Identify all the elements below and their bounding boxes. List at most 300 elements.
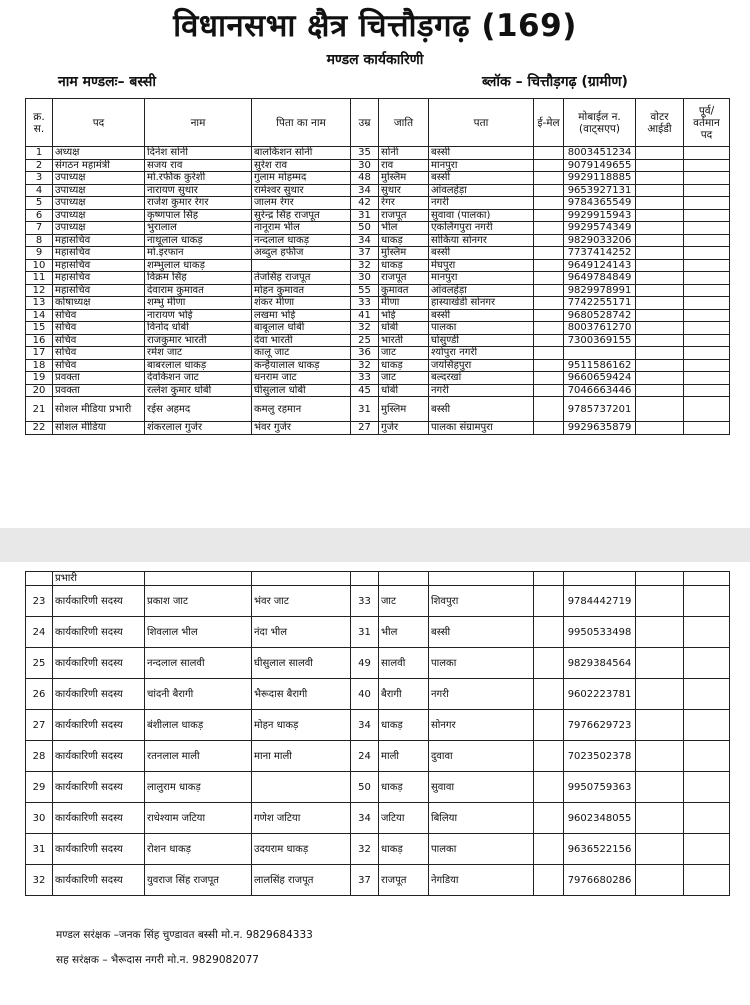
- cell-sno: 1: [26, 147, 53, 160]
- page-subtitle: मण्डल कार्यकारिणी: [326, 52, 424, 68]
- cell-email: [534, 247, 564, 260]
- cell-sno: 13: [26, 297, 53, 310]
- cell-prev-post: [684, 209, 730, 222]
- cell-sno: 23: [26, 586, 53, 617]
- cell-name: देवाराम कुमावत: [145, 284, 252, 297]
- cell-mobile: 7023502378: [564, 741, 636, 772]
- cell-email: [534, 586, 564, 617]
- header-caste: जाति: [379, 99, 429, 147]
- cell: [379, 572, 429, 586]
- cell-post: अध्यक्ष: [53, 147, 145, 160]
- cell-post: प्रवक्ता: [53, 372, 145, 385]
- cell-age: 55: [351, 284, 379, 297]
- cell-father-name: माना माली: [252, 741, 351, 772]
- cell-mobile: 9829033206: [564, 234, 636, 247]
- cell-mobile: 9929574349: [564, 222, 636, 235]
- cell-father-name: सुरेन्द्र सिंह राजपूत: [252, 209, 351, 222]
- cell-father-name: कमलु रहमान: [252, 397, 351, 422]
- cell-age: 33: [351, 586, 379, 617]
- cell: [534, 572, 564, 586]
- cell-post: कार्यकारिणी सदस्य: [53, 865, 145, 896]
- cell-email: [534, 159, 564, 172]
- table-row: [26, 334, 730, 347]
- cell-sno: 18: [26, 359, 53, 372]
- cell-voter-id: [636, 259, 684, 272]
- cell-name: शिवलाल भील: [145, 617, 252, 648]
- cell-post: सचिव: [53, 334, 145, 347]
- footer-co-patron: सह सरंक्षक – भैरूदास नगरी मो.न. 9829082077: [56, 954, 259, 966]
- cell-name: नाथूलाल धाकड़: [145, 234, 252, 247]
- cell-age: 50: [351, 772, 379, 803]
- cell-father-name: रामेश्वर सुथार: [252, 184, 351, 197]
- cell-address: मानपुरा: [429, 159, 534, 172]
- cell-sno: 3: [26, 172, 53, 185]
- cell-voter-id: [636, 297, 684, 310]
- cell-address: नगरी: [429, 197, 534, 210]
- cell-address: बस्सी: [429, 617, 534, 648]
- cell-sno: 12: [26, 284, 53, 297]
- cell-email: [534, 648, 564, 679]
- cell-father-name: देवा भारती: [252, 334, 351, 347]
- cell-post: उपाध्यक्ष: [53, 172, 145, 185]
- block-name: ब्लॉक – चित्तौड़गढ़ (ग्रामीण): [482, 74, 628, 90]
- cell-post: कार्यकारिणी सदस्य: [53, 772, 145, 803]
- cell-voter-id: [636, 679, 684, 710]
- cell-email: [534, 234, 564, 247]
- table-row: [26, 648, 730, 679]
- cell-prev-post: [684, 259, 730, 272]
- cell-prev-post: [684, 347, 730, 360]
- cell-email: [534, 803, 564, 834]
- cell-address: हास्याखेडी सोनगर: [429, 297, 534, 310]
- cell-prev-post: [684, 359, 730, 372]
- cell-caste: मुस्लिम: [379, 247, 429, 260]
- cell-age: 36: [351, 347, 379, 360]
- cell-father-name: नानूराम भील: [252, 222, 351, 235]
- cell-caste: राजपूत: [379, 209, 429, 222]
- header-mobile: मोबाईल न. (वाट्सएप): [564, 99, 636, 147]
- cell-email: [534, 297, 564, 310]
- cell-age: 30: [351, 159, 379, 172]
- cell-email: [534, 284, 564, 297]
- cell: [429, 572, 534, 586]
- cell-prev-post: [684, 222, 730, 235]
- cell-voter-id: [636, 197, 684, 210]
- cell-email: [534, 772, 564, 803]
- cell-age: 27: [351, 422, 379, 435]
- cell-father-name: उदयराम धाकड़: [252, 834, 351, 865]
- cell-post: कार्यकारिणी सदस्य: [53, 710, 145, 741]
- table-row: [26, 247, 730, 260]
- cell-caste: माली: [379, 741, 429, 772]
- table-row: [26, 159, 730, 172]
- header-voter-id: वोटर आईडी: [636, 99, 684, 147]
- cell-father-name: गुलाम मोहम्मद: [252, 172, 351, 185]
- cell-post: प्रवक्ता: [53, 384, 145, 397]
- cell-sno: 21: [26, 397, 53, 422]
- cell-voter-id: [636, 172, 684, 185]
- members-table-part1: [25, 98, 730, 435]
- cell-name: कृष्णपाल सिंह: [145, 209, 252, 222]
- cell-voter-id: [636, 347, 684, 360]
- cell-name: नारायण सुथार: [145, 184, 252, 197]
- cell-address: पालका: [429, 648, 534, 679]
- cell-name: भुरालाल: [145, 222, 252, 235]
- cell-post: कार्यकारिणी सदस्य: [53, 741, 145, 772]
- header-post: पद: [53, 99, 145, 147]
- table-row: [26, 184, 730, 197]
- cell-age: 37: [351, 247, 379, 260]
- cell-prev-post: [684, 284, 730, 297]
- table-row: [26, 741, 730, 772]
- cell-age: 40: [351, 679, 379, 710]
- header-email: ई-मेल: [534, 99, 564, 147]
- cell-sno: 28: [26, 741, 53, 772]
- cell-age: 48: [351, 172, 379, 185]
- cell-post: कार्यकारिणी सदस्य: [53, 834, 145, 865]
- cell-caste: जाट: [379, 372, 429, 385]
- cell-mobile: 9653927131: [564, 184, 636, 197]
- cell-prev-post: [684, 834, 730, 865]
- cell-mobile: 9784365549: [564, 197, 636, 210]
- cell-voter-id: [636, 272, 684, 285]
- cell-voter-id: [636, 247, 684, 260]
- cell-mobile: 9079149655: [564, 159, 636, 172]
- cell: [351, 572, 379, 586]
- cell-voter-id: [636, 834, 684, 865]
- cell-age: 31: [351, 397, 379, 422]
- cell-age: 34: [351, 184, 379, 197]
- cell-name: विक्रम सिंह: [145, 272, 252, 285]
- cell-age: 34: [351, 803, 379, 834]
- table-row: [26, 572, 730, 586]
- cell-address: नगरी: [429, 384, 534, 397]
- cell-post: उपाध्यक्ष: [53, 184, 145, 197]
- cell-address: जयसिंहपुरा: [429, 359, 534, 372]
- cell-sno: 22: [26, 422, 53, 435]
- cell-voter-id: [636, 397, 684, 422]
- cell-prev-post: [684, 741, 730, 772]
- cell-email: [534, 617, 564, 648]
- cell-caste: जटिया: [379, 803, 429, 834]
- cell-father-name: बालकिशन सोनी: [252, 147, 351, 160]
- header-address: पता: [429, 99, 534, 147]
- cell-sno: 9: [26, 247, 53, 260]
- cell-address: पालका संग्रामपुरा: [429, 422, 534, 435]
- cell-caste: धाकड़: [379, 259, 429, 272]
- cell-voter-id: [636, 147, 684, 160]
- cell-email: [534, 397, 564, 422]
- cell-age: 45: [351, 384, 379, 397]
- cell-father-name: लालसिंह राजपूत: [252, 865, 351, 896]
- cell-voter-id: [636, 384, 684, 397]
- cell-email: [534, 172, 564, 185]
- cell-sno: 16: [26, 334, 53, 347]
- cell-prev-post: [684, 159, 730, 172]
- cell-name: शम्भुलाल धाकड़: [145, 259, 252, 272]
- cell-father-name: नन्दलाल धाकड़: [252, 234, 351, 247]
- cell-post: कार्यकारिणी सदस्य: [53, 586, 145, 617]
- cell-name: लालुराम धाकड़: [145, 772, 252, 803]
- page-break-band: [0, 528, 750, 562]
- cell-mobile: 9929635879: [564, 422, 636, 435]
- cell-mobile: 8003451234: [564, 147, 636, 160]
- table-row: [26, 259, 730, 272]
- cell-father-name: तेजसिंह राजपूत: [252, 272, 351, 285]
- cell-prev-post: [684, 234, 730, 247]
- cell-caste: रेगर: [379, 197, 429, 210]
- cell-email: [534, 679, 564, 710]
- cell-father-name: बाबूलाल धोबी: [252, 322, 351, 335]
- cell-voter-id: [636, 710, 684, 741]
- table-row: [26, 586, 730, 617]
- cell-sno: 31: [26, 834, 53, 865]
- cell-mobile: 9636522156: [564, 834, 636, 865]
- table-row: [26, 710, 730, 741]
- cell-email: [534, 222, 564, 235]
- cell-name: रतनलाल माली: [145, 741, 252, 772]
- cell-mobile: 9649784849: [564, 272, 636, 285]
- cell-voter-id: [636, 309, 684, 322]
- cell-post: महासचिव: [53, 259, 145, 272]
- cell-sno: 27: [26, 710, 53, 741]
- cell-caste: सालवी: [379, 648, 429, 679]
- table-row: [26, 222, 730, 235]
- cell-post: सोशल मीडिया प्रभारी: [53, 397, 145, 422]
- cell-email: [534, 347, 564, 360]
- cell-prev-post: [684, 710, 730, 741]
- cell-email: [534, 710, 564, 741]
- cell-email: [534, 147, 564, 160]
- cell-prev-post: [684, 247, 730, 260]
- header-sno: क्र. स.: [26, 99, 53, 147]
- cell-prev-post: [684, 297, 730, 310]
- cell-email: [534, 741, 564, 772]
- cell-father-name: नंदा भील: [252, 617, 351, 648]
- cell-name: राधेश्याम जटिया: [145, 803, 252, 834]
- cell-post: कार्यकारिणी सदस्य: [53, 803, 145, 834]
- cell-prev-post: [684, 372, 730, 385]
- cell-caste: बैरागी: [379, 679, 429, 710]
- cell-sno: 4: [26, 184, 53, 197]
- cell-post: सचिव: [53, 347, 145, 360]
- cell-voter-id: [636, 372, 684, 385]
- cell-sno: 29: [26, 772, 53, 803]
- table-row: [26, 197, 730, 210]
- cell-age: 50: [351, 222, 379, 235]
- cell-address: सुवावा (पालका): [429, 209, 534, 222]
- cell-name: सजय राव: [145, 159, 252, 172]
- header-prev-post: पूर्व/ वर्तमान पद: [684, 99, 730, 147]
- cell-prev-post: [684, 617, 730, 648]
- cell-post: सचिव: [53, 309, 145, 322]
- cell-address: मेघपुरा: [429, 259, 534, 272]
- cell-name: विनोद धोबी: [145, 322, 252, 335]
- table-row: [26, 384, 730, 397]
- cell-name: रोशन धाकड़: [145, 834, 252, 865]
- cell-voter-id: [636, 184, 684, 197]
- cell-age: 32: [351, 834, 379, 865]
- cell-address: बिलिया: [429, 803, 534, 834]
- cell-post: उपाध्यक्ष: [53, 209, 145, 222]
- cell-caste: भोई: [379, 309, 429, 322]
- cell-age: 32: [351, 322, 379, 335]
- header-name: नाम: [145, 99, 252, 147]
- cell-continuation: प्रभारी: [53, 572, 145, 586]
- cell-name: युवराज सिंह राजपूत: [145, 865, 252, 896]
- cell-name: चांदनी बैरागी: [145, 679, 252, 710]
- cell-address: शिवपुरा: [429, 586, 534, 617]
- cell-name: प्रकाश जाट: [145, 586, 252, 617]
- cell-sno: 32: [26, 865, 53, 896]
- cell-post: महासचिव: [53, 284, 145, 297]
- cell-caste: धोबी: [379, 322, 429, 335]
- cell-caste: मुस्लिम: [379, 172, 429, 185]
- cell-prev-post: [684, 172, 730, 185]
- cell-prev-post: [684, 184, 730, 197]
- cell-father-name: भैरूदास बैरागी: [252, 679, 351, 710]
- table-row: [26, 284, 730, 297]
- cell-email: [534, 209, 564, 222]
- cell-mobile: 9950533498: [564, 617, 636, 648]
- cell-age: 30: [351, 272, 379, 285]
- cell-father-name: [252, 772, 351, 803]
- cell-prev-post: [684, 648, 730, 679]
- cell-address: नेगडिया: [429, 865, 534, 896]
- cell-sno: 19: [26, 372, 53, 385]
- cell-email: [534, 184, 564, 197]
- cell-sno: 15: [26, 322, 53, 335]
- cell-sno: 25: [26, 648, 53, 679]
- cell-age: 33: [351, 372, 379, 385]
- cell-father-name: भंवर गुर्जर: [252, 422, 351, 435]
- cell-father-name: जालम रेगर: [252, 197, 351, 210]
- cell-age: 25: [351, 334, 379, 347]
- table-row: [26, 209, 730, 222]
- cell-prev-post: [684, 272, 730, 285]
- cell-sno: 2: [26, 159, 53, 172]
- cell-caste: धाकड़: [379, 834, 429, 865]
- cell-address: एकलिंगपुरा नगरी: [429, 222, 534, 235]
- cell-mobile: 9680528742: [564, 309, 636, 322]
- cell-voter-id: [636, 772, 684, 803]
- cell: [636, 572, 684, 586]
- cell-post: कार्यकारिणी सदस्य: [53, 648, 145, 679]
- table-row: [26, 272, 730, 285]
- cell-voter-id: [636, 865, 684, 896]
- cell-name: मो.इरफान: [145, 247, 252, 260]
- cell-voter-id: [636, 803, 684, 834]
- cell-name: बाबरलाल धाकड़: [145, 359, 252, 372]
- cell-sno: 7: [26, 222, 53, 235]
- cell-address: पालका: [429, 834, 534, 865]
- cell-email: [534, 422, 564, 435]
- cell-mobile: 7976629723: [564, 710, 636, 741]
- cell: [145, 572, 252, 586]
- cell-caste: कुमावत: [379, 284, 429, 297]
- cell-mobile: 7742255171: [564, 297, 636, 310]
- cell-post: कार्यकारिणी सदस्य: [53, 617, 145, 648]
- page-title: विधानसभा क्षैत्र चित्तौड़गढ़ (169): [173, 8, 577, 44]
- cell-prev-post: [684, 309, 730, 322]
- cell-email: [534, 372, 564, 385]
- cell-sno: 17: [26, 347, 53, 360]
- cell-sno: 11: [26, 272, 53, 285]
- cell-age: 34: [351, 710, 379, 741]
- cell-mobile: 7046663446: [564, 384, 636, 397]
- table-row: [26, 234, 730, 247]
- table-row: [26, 865, 730, 896]
- cell-caste: धोबी: [379, 384, 429, 397]
- cell-father-name: धनराम जाट: [252, 372, 351, 385]
- cell-caste: मीणा: [379, 297, 429, 310]
- cell-prev-post: [684, 197, 730, 210]
- table-row: [26, 834, 730, 865]
- cell-sno: 24: [26, 617, 53, 648]
- cell-father-name: गणेश जटिया: [252, 803, 351, 834]
- cell-mobile: 9829384564: [564, 648, 636, 679]
- cell-voter-id: [636, 741, 684, 772]
- cell-address: सुवावा: [429, 772, 534, 803]
- cell: [684, 572, 730, 586]
- cell-prev-post: [684, 679, 730, 710]
- cell-post: सचिव: [53, 322, 145, 335]
- cell-caste: धाकड़: [379, 234, 429, 247]
- cell-prev-post: [684, 586, 730, 617]
- cell-mobile: 9784442719: [564, 586, 636, 617]
- cell-prev-post: [684, 772, 730, 803]
- cell-mobile: 8003761270: [564, 322, 636, 335]
- cell-email: [534, 334, 564, 347]
- cell-sno: 5: [26, 197, 53, 210]
- cell-age: 42: [351, 197, 379, 210]
- table-row: [26, 617, 730, 648]
- cell-prev-post: [684, 865, 730, 896]
- header-age: उम्र: [351, 99, 379, 147]
- footer-patron: मण्डल सरंक्षक –जनक सिंह चुण्डावत बस्सी मो.न. 9829684333: [56, 929, 313, 941]
- cell-name: शम्भु मीणा: [145, 297, 252, 310]
- cell-name: रमेश जाट: [145, 347, 252, 360]
- cell-prev-post: [684, 384, 730, 397]
- cell-mobile: 9649124143: [564, 259, 636, 272]
- cell-caste: गुर्जर: [379, 422, 429, 435]
- cell-post: महासचिव: [53, 247, 145, 260]
- cell-post: कार्यकारिणी सदस्य: [53, 679, 145, 710]
- cell-mobile: 7976680286: [564, 865, 636, 896]
- cell-mobile: 7737414252: [564, 247, 636, 260]
- cell-father-name: घीसुलाल सालवी: [252, 648, 351, 679]
- cell-address: आंवलहेड़ा: [429, 184, 534, 197]
- cell-post: महासचिव: [53, 272, 145, 285]
- cell-post: सचिव: [53, 359, 145, 372]
- cell-email: [534, 384, 564, 397]
- cell-father-name: लखमा भोई: [252, 309, 351, 322]
- cell-address: बस्सी: [429, 247, 534, 260]
- cell-caste: सोनी: [379, 147, 429, 160]
- cell-address: सोकिया सोनगर: [429, 234, 534, 247]
- cell-age: 32: [351, 259, 379, 272]
- table-row: [26, 359, 730, 372]
- cell-father-name: सुरेश राव: [252, 159, 351, 172]
- cell-caste: भारती: [379, 334, 429, 347]
- cell-post: महासचिव: [53, 234, 145, 247]
- cell-email: [534, 309, 564, 322]
- cell-address: बस्सी: [429, 397, 534, 422]
- cell: [26, 572, 53, 586]
- cell-sno: 6: [26, 209, 53, 222]
- cell-age: 24: [351, 741, 379, 772]
- cell-prev-post: [684, 397, 730, 422]
